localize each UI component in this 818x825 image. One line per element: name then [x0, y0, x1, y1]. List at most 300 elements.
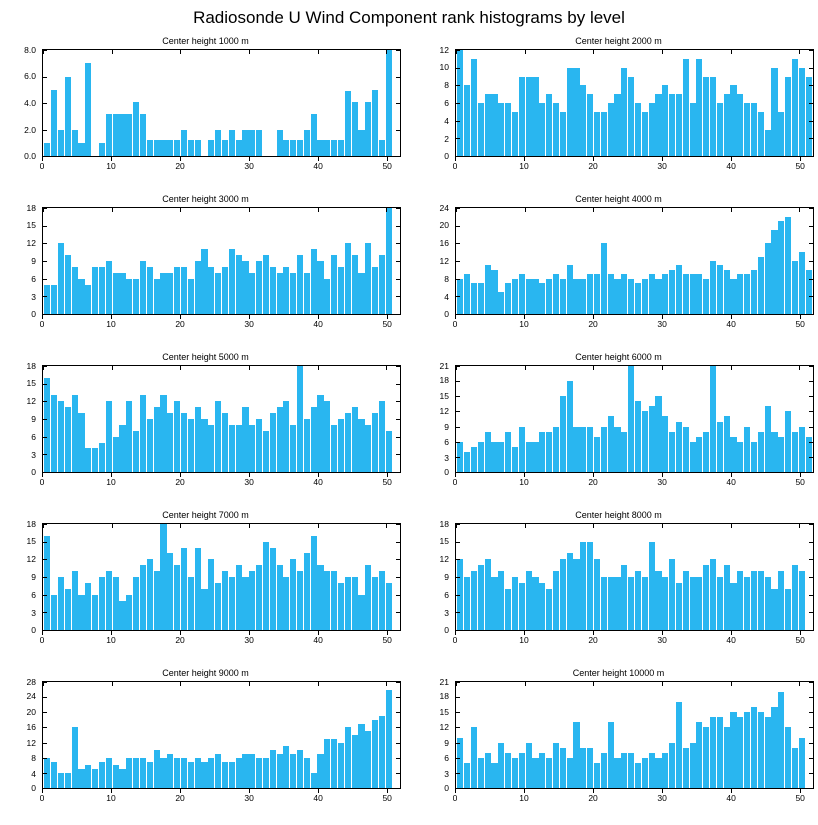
panel-title: Center height 10000 m: [572, 668, 665, 678]
bar-series: [456, 366, 813, 472]
bar: [485, 432, 491, 472]
bar: [358, 130, 364, 157]
y-tick: [809, 208, 813, 209]
plot-frame: [42, 49, 401, 157]
y-tick: [396, 50, 400, 51]
y-tick-label: 0: [31, 624, 36, 635]
x-tick-label: 40: [726, 793, 736, 803]
bar: [352, 255, 358, 314]
bar: [512, 112, 518, 156]
y-axis: [419, 360, 453, 477]
bar: [751, 707, 757, 788]
bar: [277, 273, 283, 314]
bar: [222, 140, 228, 156]
bar: [181, 413, 187, 472]
y-tick: [43, 727, 47, 728]
x-tick-label: 30: [657, 319, 667, 329]
bar: [106, 114, 112, 156]
bar: [614, 427, 620, 472]
x-tick-label: 50: [382, 161, 392, 171]
bar: [478, 283, 484, 314]
bar: [58, 577, 64, 630]
bar: [236, 758, 242, 788]
bar: [785, 77, 791, 157]
bar: [573, 279, 579, 314]
bar: [236, 255, 242, 314]
bar: [379, 716, 385, 788]
x-tick-top: [799, 682, 800, 686]
bar: [256, 261, 262, 314]
x-tick-label: 10: [519, 319, 529, 329]
y-tick: [456, 595, 460, 596]
y-tick-label: 0: [444, 150, 449, 161]
y-tick-label: 16: [439, 237, 449, 248]
x-tick-label: 50: [795, 793, 805, 803]
y-tick: [809, 261, 813, 262]
bar: [140, 758, 146, 788]
bar: [386, 583, 392, 630]
bar: [304, 419, 310, 472]
x-tick-label: 0: [39, 477, 45, 487]
bar: [621, 68, 627, 156]
y-tick: [43, 401, 47, 402]
bar: [188, 140, 194, 156]
y-tick: [809, 138, 813, 139]
x-tick-top: [593, 50, 594, 54]
y-tick-label: 20: [26, 706, 36, 717]
bar: [44, 536, 50, 630]
bar: [365, 243, 371, 314]
bar: [519, 77, 525, 157]
bar: [345, 413, 351, 472]
bar: [683, 274, 689, 314]
y-tick: [43, 296, 47, 297]
bar: [78, 413, 84, 472]
bar: [324, 571, 330, 630]
rank-histogram-panel: [419, 668, 818, 825]
x-tick-label: 40: [313, 477, 323, 487]
y-tick-label: 0: [31, 308, 36, 319]
x-tick-top: [456, 50, 457, 54]
y-tick: [396, 208, 400, 209]
x-tick-top: [593, 208, 594, 212]
y-tick: [43, 77, 47, 78]
bar: [290, 140, 296, 156]
plot-frame: [42, 207, 401, 315]
y-tick: [43, 243, 47, 244]
bar: [72, 267, 78, 314]
y-tick: [809, 758, 813, 759]
y-tick-label: 0: [444, 308, 449, 319]
bar: [669, 743, 675, 788]
bar: [765, 577, 771, 630]
y-tick: [809, 366, 813, 367]
bar: [126, 758, 132, 788]
bar: [65, 255, 71, 314]
plot-area: [6, 44, 405, 171]
bar: [92, 448, 98, 472]
x-tick-label: 50: [795, 477, 805, 487]
y-axis: [419, 518, 453, 635]
x-tick-label: 20: [175, 793, 185, 803]
bar: [379, 255, 385, 314]
panel-title: Center height 5000 m: [162, 352, 249, 362]
bar: [512, 279, 518, 314]
y-tick-label: 9: [31, 255, 36, 266]
bar: [331, 571, 337, 630]
y-tick: [43, 384, 47, 385]
bar: [744, 577, 750, 630]
bar: [92, 769, 98, 788]
bar: [471, 571, 477, 630]
bar: [690, 442, 696, 472]
bar: [242, 577, 248, 630]
y-tick: [456, 559, 460, 560]
bar: [765, 717, 771, 788]
y-tick: [809, 226, 813, 227]
bar: [649, 753, 655, 788]
bar: [710, 261, 716, 314]
plot-frame: [455, 49, 814, 157]
bar: [560, 748, 566, 788]
bar: [539, 103, 545, 156]
rank-histogram-panel: [6, 668, 405, 825]
bar: [338, 743, 344, 788]
bar: [655, 571, 661, 630]
y-tick-label: 18: [439, 375, 449, 386]
y-tick: [456, 85, 460, 86]
bar: [85, 765, 91, 788]
bar: [526, 743, 532, 788]
bar: [311, 536, 317, 630]
bar: [249, 273, 255, 314]
rank-histogram-panel: [6, 352, 405, 509]
y-tick: [396, 226, 400, 227]
bar: [113, 273, 119, 314]
bar: [580, 748, 586, 788]
plot-area: [419, 202, 818, 329]
bar: [113, 114, 119, 156]
bar: [799, 252, 805, 314]
y-tick-label: 18: [26, 202, 36, 213]
bar: [58, 773, 64, 788]
bar: [65, 77, 71, 157]
bar: [669, 270, 675, 314]
bar: [464, 577, 470, 630]
bar: [553, 427, 559, 472]
bar: [119, 114, 125, 156]
bar: [751, 442, 757, 472]
bar: [539, 283, 545, 314]
y-tick-label: 18: [26, 360, 36, 371]
y-tick: [456, 773, 460, 774]
panel-title: Center height 4000 m: [575, 194, 662, 204]
bar: [649, 406, 655, 472]
bar: [587, 748, 593, 788]
y-tick-label: 12: [439, 722, 449, 733]
y-tick-label: 4: [31, 768, 36, 779]
x-tick-top: [799, 50, 800, 54]
bar: [471, 59, 477, 156]
y-tick: [809, 457, 813, 458]
y-tick: [396, 577, 400, 578]
bar: [270, 413, 276, 472]
x-tick-label: 0: [452, 635, 458, 645]
bar: [526, 279, 532, 314]
bar: [379, 401, 385, 472]
bar: [65, 407, 71, 472]
bar: [311, 407, 317, 472]
bar: [174, 758, 180, 788]
bar: [236, 140, 242, 156]
bar: [567, 68, 573, 156]
y-tick: [456, 68, 460, 69]
bar: [372, 577, 378, 630]
y-tick: [456, 138, 460, 139]
x-tick-top: [525, 682, 526, 686]
bar: [65, 589, 71, 630]
bar: [642, 411, 648, 472]
bar: [580, 85, 586, 156]
bar: [304, 130, 310, 157]
bar: [676, 422, 682, 472]
y-tick-label: 9: [444, 571, 449, 582]
y-tick: [396, 454, 400, 455]
bar: [147, 559, 153, 630]
y-axis: [6, 202, 40, 319]
bar: [792, 261, 798, 314]
bar: [628, 577, 634, 630]
bar: [539, 583, 545, 630]
bar: [386, 208, 392, 314]
bar: [758, 571, 764, 630]
bar: [85, 285, 91, 314]
rank-histogram-panel: [6, 194, 405, 351]
bar: [215, 754, 221, 788]
bar: [208, 758, 214, 788]
bar: [498, 292, 504, 314]
bar: [608, 103, 614, 156]
bar: [72, 395, 78, 472]
bar: [51, 90, 57, 156]
bar: [696, 59, 702, 156]
y-tick: [456, 121, 460, 122]
bar: [567, 758, 573, 788]
bar: [771, 589, 777, 630]
bar: [642, 577, 648, 630]
bar: [358, 595, 364, 630]
bar: [669, 559, 675, 630]
bar: [283, 267, 289, 314]
x-tick-label: 0: [452, 793, 458, 803]
plot-frame: [455, 681, 814, 789]
bar: [160, 140, 166, 156]
x-tick-top: [180, 366, 181, 370]
bar: [229, 762, 235, 789]
y-tick: [43, 712, 47, 713]
bar: [696, 437, 702, 472]
bar-series: [43, 524, 400, 630]
x-tick-top: [249, 366, 250, 370]
bar: [236, 425, 242, 472]
bar: [594, 437, 600, 472]
y-tick: [396, 401, 400, 402]
x-tick-label: 10: [106, 477, 116, 487]
y-tick: [809, 712, 813, 713]
x-tick-top: [249, 524, 250, 528]
bar: [72, 727, 78, 788]
bar: [785, 217, 791, 314]
bar: [283, 577, 289, 630]
bar: [471, 283, 477, 314]
bar: [44, 285, 50, 314]
x-tick-label: 10: [106, 319, 116, 329]
y-tick: [456, 103, 460, 104]
bar: [628, 77, 634, 157]
x-tick-label: 50: [382, 793, 392, 803]
y-tick-label: 0.0: [24, 150, 36, 161]
bar: [553, 743, 559, 788]
bar: [242, 754, 248, 788]
bar: [546, 94, 552, 156]
bar: [352, 407, 358, 472]
bar: [710, 77, 716, 157]
bar: [608, 274, 614, 314]
page-title: Radiosonde U Wind Component rank histograms by level: [193, 8, 625, 27]
x-tick-top: [318, 682, 319, 686]
bar: [99, 577, 105, 630]
y-axis: [6, 44, 40, 161]
x-tick-top: [249, 50, 250, 54]
y-tick: [456, 457, 460, 458]
y-tick: [809, 727, 813, 728]
bar: [44, 378, 50, 472]
panel-title: Center height 9000 m: [162, 668, 249, 678]
bar: [573, 722, 579, 788]
bar: [642, 279, 648, 314]
bar: [778, 571, 784, 630]
x-tick-top: [456, 366, 457, 370]
bar: [710, 717, 716, 788]
x-tick-top: [593, 682, 594, 686]
rank-histogram-panel: [419, 194, 818, 351]
bar-series: [43, 208, 400, 314]
bar: [324, 401, 330, 472]
bar: [662, 274, 668, 314]
bar: [703, 77, 709, 157]
bar: [297, 366, 303, 472]
bar: [628, 366, 634, 472]
y-axis: [419, 676, 453, 793]
x-tick-top: [731, 524, 732, 528]
bar: [690, 577, 696, 630]
bar: [730, 437, 736, 472]
bar: [270, 750, 276, 788]
panel-grid: [0, 36, 818, 824]
bar: [78, 279, 84, 314]
y-tick-label: 4: [444, 115, 449, 126]
bar: [601, 243, 607, 314]
bar: [539, 753, 545, 788]
bar: [628, 279, 634, 314]
y-tick: [456, 243, 460, 244]
y-tick: [396, 296, 400, 297]
bar: [703, 279, 709, 314]
x-tick-label: 10: [519, 793, 529, 803]
x-tick-label: 10: [106, 635, 116, 645]
y-tick: [456, 442, 460, 443]
x-tick-label: 40: [726, 477, 736, 487]
bar: [85, 63, 91, 156]
y-tick-label: 3: [444, 768, 449, 779]
y-tick: [396, 727, 400, 728]
bar: [208, 140, 214, 156]
bar: [99, 762, 105, 789]
y-tick: [396, 758, 400, 759]
bar: [119, 769, 125, 788]
bar: [106, 401, 112, 472]
y-tick: [809, 427, 813, 428]
x-tick-label: 0: [39, 635, 45, 645]
bar: [765, 130, 771, 157]
y-tick-label: 15: [439, 390, 449, 401]
x-tick-label: 30: [657, 635, 667, 645]
bar: [737, 717, 743, 788]
bar: [683, 59, 689, 156]
y-tick: [396, 243, 400, 244]
bar: [324, 140, 330, 156]
bar: [621, 753, 627, 788]
bar: [621, 565, 627, 630]
bar: [345, 243, 351, 314]
x-tick-label: 30: [244, 161, 254, 171]
panel-title: Center height 7000 m: [162, 510, 249, 520]
bar: [249, 130, 255, 157]
x-tick-top: [386, 524, 387, 528]
bar: [717, 717, 723, 788]
bar: [730, 279, 736, 314]
bar: [277, 130, 283, 157]
bar: [263, 255, 269, 314]
bar: [242, 130, 248, 157]
bar: [113, 577, 119, 630]
x-tick-label: 20: [175, 635, 185, 645]
bar: [614, 94, 620, 156]
x-tick-top: [43, 208, 44, 212]
bar: [358, 273, 364, 314]
bar: [621, 274, 627, 314]
bar: [181, 548, 187, 630]
bar: [99, 143, 105, 156]
x-tick-top: [318, 208, 319, 212]
y-tick-label: 3: [31, 291, 36, 302]
y-tick-label: 12: [26, 237, 36, 248]
bar: [358, 419, 364, 472]
bar: [154, 279, 160, 314]
rank-histogram-panel: [419, 352, 818, 509]
x-tick-label: 50: [795, 635, 805, 645]
bar: [106, 571, 112, 630]
bar: [78, 143, 84, 156]
bar: [628, 753, 634, 788]
bar: [126, 401, 132, 472]
bar: [51, 595, 57, 630]
y-tick: [456, 261, 460, 262]
bar: [485, 559, 491, 630]
y-tick: [456, 727, 460, 728]
y-tick: [809, 296, 813, 297]
bar: [317, 754, 323, 788]
